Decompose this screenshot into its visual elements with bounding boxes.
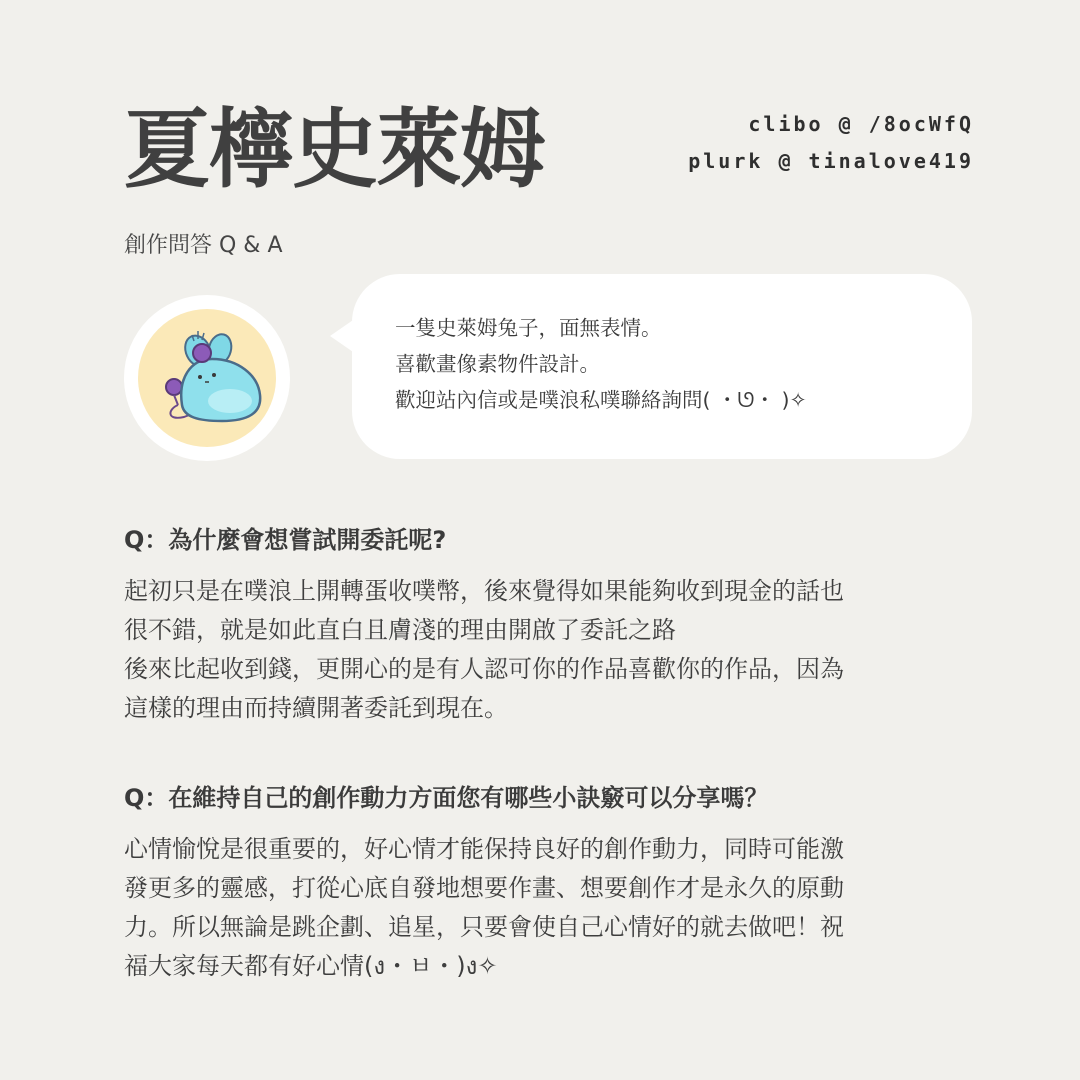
intro-text (395, 310, 807, 418)
clibo-handle: clibo @ /8ocWfQ (748, 112, 974, 136)
answer-2: 心情愉悅是很重要的，好心情才能保持良好的創作動力，同時可能激 發更多的靈感，打從心底自發地想要作畫、想要創作才是永久的原動 力。所以無論是跳企劃、追星，只要會使自己心情好的就去做吧！祝 福大家每天都有好心情(ง・ㅂ・)ง✧ (124, 835, 844, 980)
page-subtitle: 創作問答 Q & A (124, 233, 283, 258)
page-title: 夏檸史萊姆 (124, 100, 544, 200)
qa-item-1 (124, 522, 964, 728)
question-1: Q：為什麼會想嘗試開委託呢? (124, 526, 447, 554)
social-handles (688, 106, 974, 180)
qa-item-2 (124, 780, 964, 986)
intro-line: 一隻史萊姆兔子，面無表情。 (395, 316, 662, 340)
intro-line: 喜歡畫像素物件設計。 (395, 352, 600, 376)
slime-bunny-avatar-icon (138, 309, 276, 447)
intro-line: 歡迎站內信或是噗浪私噗聯絡詢問( ・ᘎ・ )✧ (395, 388, 807, 412)
plurk-handle: plurk @ tinalove419 (688, 149, 974, 173)
avatar (124, 295, 290, 461)
question-2: Q：在維持自己的創作動力方面您有哪些小訣竅可以分享嗎？ (124, 784, 769, 812)
answer-1: 起初只是在噗浪上開轉蛋收噗幣，後來覺得如果能夠收到現金的話也 很不錯，就是如此直白且膚淺的理由開啟了委託之路 後來比起收到錢，更開心的是有人認可你的作品喜歡你的作品，因為 這樣的理由而持續開著委託到現在。 (124, 577, 844, 722)
